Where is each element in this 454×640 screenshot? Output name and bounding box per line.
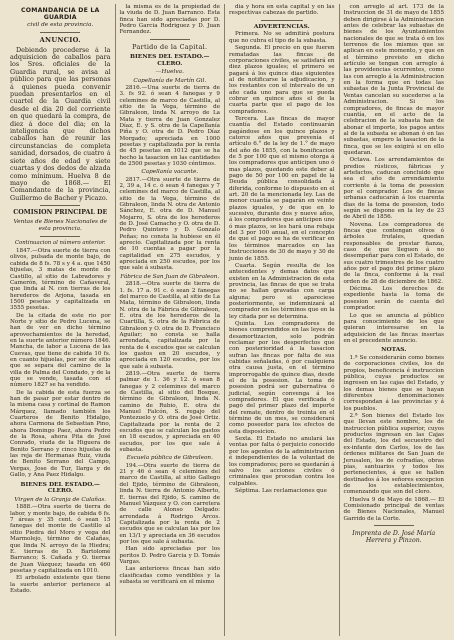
huelva-subheading: —Huelva. (155, 68, 184, 75)
lot-1847: 1847.—Otra suerte de tierra con olivos, pulsada de monte bajo, de cabida de 8 fs. 78 s y 4 a. que 1450 hijuelas, 3 matas de monte de Castillo, al sitio de Labradores y Camerón, término de Cañaveral, que linda al N. con tierras de los herederos de Arjona, tasada en 1500 pesetas y capitalizada en 3555 pesetas. (10, 248, 111, 312)
nota-1: 1.ª Se considerarán como bienes de corporaciones civiles, los de propios, beneficencia é instruccion pública, cuyas productos se ingresen en las cajas del Estado, y los demas bienes que se hayan diferentes denominaciones correspondan á las provincias y á los pueblos. (343, 355, 445, 412)
nota-2: 2.ª Son bienes del Estado los que llevan este nombre, los de instruccion pública superior, cuyos productos ingresan en las Cajas del Estado, los del secuestro del ex-infante don Carlos, los de las órdenes militares de San Juan de Jerusalen, los de cofradías, obras pías, santuarios y todos los pertenecientes, á que se hallen destinados á los señores excepcion de los establecimientos, comenzando que son del clero. (343, 413, 445, 496)
lot-paragraph: De la cabida de esta fuerza se han de pasar por estar dentro de la misma casa y cortinal de Ramon Márquez, llamado también los Cuarteros de Benito Hidalgo, ahora Carmona de Sebastian Pino, ahora Domingo Paez, ahora Pedro de la Rosa, ahora Pita de José Conrado, viuda de la Higuera de Benito Serrano y cinco hijuelas de las reja de Hermanas Ruiz, viuda de Benito Serrano del Campo, Vergas, Jose de Tur, Ilarga y de Gallo, y Ana Paez Hidalgo. (10, 389, 111, 479)
anuncio-title: ANUNCIO. (39, 36, 81, 45)
column-1 (6, 4, 115, 636)
subasta-note: Las anteriores fincas han sido clasificadas como vendibles y la subasta se verificará en el mismo (119, 566, 220, 585)
advertencia-10: Décima. Los derechos de expediente hasta la toma de posesion serán de cuenta del comprador. (343, 286, 445, 312)
advertencia-7: Séptima. Las reclamaciones que (235, 487, 327, 494)
partido-heading: Partido de la Capital. (132, 42, 208, 51)
column-2 (115, 4, 225, 636)
anuncio-text: Debiendo procederse á la adquisicion de caballos para los Sres. oficiales de la Guardia rural, se avisa al público para que las personas á quienes pueda convenir puedan presentarlos en el cuartel de la Guardia civil desde el dia 20 del corriente en que quedará la compra, de diez á doce del dia; en la inteligencia que dichos caballos han de reunir las circunstancias de completa sanidad, dorsados, de cuatro á siete años de edad y siete cuartas y dos dedos de alzada como mínimum. Huelva 8 de mayo de 1868.— El Comandante de la provincia, Guillermo de Bacher y Picazo. (10, 45, 111, 202)
bienes-clero-heading: BIENES DEL ESTADO.—CLERO. (130, 53, 210, 67)
column-3 (224, 4, 339, 636)
granja-subheading: Virgen de la Granja de Calañas. (14, 497, 107, 504)
comision-heading: COMISION PRINCIPAL DE (13, 209, 108, 217)
advertencia-1: Primera. No se admitirá postura que no cubra el tipo de la subasta. (229, 31, 335, 44)
capellania-martin-gil: Capellanía de Martín Gil. (133, 77, 207, 84)
lot-1888: 1888.—Otra suerte de tierra de labor, y monte bajo, de cabida 6 fs. 7 áreas y 35 cent. ó sean 15 fanegas del monte de Castillo al sitio Piedra del Moro y vega del Marmolejo, término de Calañas, que linda N. arroyo de la Hiedra; E. tierras de D. Bartolomé Barranco; S. Cañada y O. tierras de Juan Vázquez; tasada en 460 pesetas y capitalizada en 1010. (10, 504, 111, 574)
advertencia-7-cont: con arreglo al art. 173 de la Instruccion de 31 de mayo de 1855 deben dirigirse á la Administracion antes de celebrar las subastas de bienes de los Ayuntamientos nacionales de que se trata ó en los terrenos de los mismos que se aplican en este momento, y que en el término previsto en dicho artículo se tengan con arreglo á las providencias ocurrentes, como las con arreglo á la Administracion en la forma que en todas las subastas de la Junta Provincial de Ventas cancelan su sucederse a la Administracion. Si los compradores, de fincas de mayor cuantía, en el acto de la celebracion de la subasta han de abonar el importe, los pagos antes al de la subasta se abonan ó en las subastas, empero la tasacion de la finca, que se les exigirá si en ello quedaran. (343, 4, 445, 156)
divider (40, 236, 80, 237)
lot-2819: 2819.—Otra suerte de tierra palmar de 1. 36 y 12. ó sean 8 fanegas y 2 celemines del marco de Castilla, al sitio del Bosque, término de Gibraleon, linda N. camino de Rubio, E. otra de Manuel Falcón, S. regajo del Pontezuelo y O. otra de José Ortiz. Capitalizada por la renta de 2 escudos que se calculan los gastos en 18 escudos, y apreciada en 40 escudos, por los que sale á subasta. (119, 370, 220, 454)
escuela-heading: Escuela pública de Gibraleon. (126, 455, 213, 462)
columns (6, 4, 448, 636)
lot-2817: 2817.—Otra suerte de tierra de 2, 39 a, 14 c. ó sean 4 fanegas y 7 celemines del marco de Castilla, al sitio de la Vega, término de Gibraleon, linda N. otra de Antonio Sánchez, E. otra de D. Manuel Mojarro, S. otra de los herederos de D. José Camacho y O. otra de D. Pedro Quintero y D. Gonzalo Peñas; no consta la hubiese en él aprecio. Capitalizada por la renta de 10 cuentas a pagar por la capitalidad en 275 escudos, y apreciada en 250 escudos, por los que sale á subasta. (119, 176, 220, 272)
advertencia-4: Cuarta. Según resulta de los antecedentes y demas datos que existen en la Administracion de esta provincia, las fincas de que se trata no se hallan gravadas con carga alguna; pero si apareciese posteriormente, se indemnizará al comprador en los términos que en la ley citada por se determina. (229, 262, 335, 320)
advertencia-3: Tercera. Las fincas de mayor cuantía del Estado continuarán pagándose en los quince plazos y catorce años que prevenía el artículo 6.° de la ley de 1.° de mayo del año de 1855, con la bonificacion de 5 por 100 que el mismo otorga á los compradores que anticipen uno ó mas plazos, quedando este deber al pago de 50 por 100 en papel de la Deuda pública consolidada á diferida, conforme lo dispuesto en el art. 20 de la mencionada ley. Las de menor cuantía se pagarán en veinte plazos iguales, y de que en lo sucesivo, durante dos y nueve años, á los compradores que anticipen uno ó mas plazos, se les hará una rebaja del 3 por 100 anual, en el concepto de que el pago se ha de verificar en los términos marcados en las Instrucciones de 30 de mayo y 30 de junio de 1855. (229, 115, 335, 262)
comision-subheading: Ventas de Bienes Nacionales de esta provincia. (13, 219, 107, 233)
capellania-vacante: Capellanía vacante. (141, 169, 199, 176)
lot-paragraph: De la citada de este rio por Norte y sitio de Pedro Lucena, se han de ver en dicho término aprovechamientos de la heredad, en la suerte anterior número 1846. Mancha, de labor a Lucena de las Cuevas, que tiene de cabida 10 fs. en cuanto hijuelas, por ser de sitio que se separa del camino de la villa de Palma del Condado, y de la que se vende, tasada con el número 1827 se ha vendido. (10, 312, 111, 389)
advertencia-8: Octava. Los arrendamientos de predios rústicos, fábricas y artefactos, caducan concluido que sea el año de arrendamiento corriente á la toma de posesion por el comprador. Los de fincas urbanas caducarán á los cuarenta dias de la toma de posesion, todo según se dispone en la ley de 23 de Abril de 1856. (343, 157, 445, 221)
notas-heading: NOTAS. (381, 346, 407, 354)
guardia-subheading: civil de esta provincia. (27, 22, 94, 29)
bienes-clero-heading: BIENES DEL ESTADO.—CLERO. (20, 480, 100, 495)
divider (261, 20, 303, 21)
lot-194: 194.—Otra suerte de tierra de 21 y 46 ó sean 4 celemines del marco de Castilla, al sitio Gallego del Ejido, término de Gibraleon, linda N. tierra de Antonio Alberto, E. tierras del Ejido, S. camino de Manuel Vázquez y O. con carretera de calle Alonso Delgado: arrendada á Rodrigo Arcos. Capitalizada por la renta de 2 escudos que se calculan las por los en 13/1 y apreciada en 36 escudos por los que sale á subasta. (119, 462, 220, 545)
column-4 (339, 4, 449, 636)
divider (150, 39, 190, 40)
divider (40, 205, 80, 206)
divider (40, 32, 80, 33)
advertencias-heading: ADVERTENCIAS. (253, 22, 310, 30)
arbolado-note: El arbolado existente que tiene la suerte anterior pertenece al Estado. (10, 575, 111, 594)
continuation-note: Continuacion al número anterior. (14, 239, 106, 246)
continuation-text: dia y hora en esta capital y en las respectivas cabezas de partido. (229, 4, 335, 17)
lot-2816: 2816.—Una suerte de tierra de 3. fs 92. ó sean 4 fanegas y 9 celemines de marco de Castilla, al sitio de la Vega, término de Gibraleon, linda N. arroyo de La Mata y tierra de Juan Gonzalez Díaz, E. y S. otra de la Capellanía Piña y O. otra de D. Pedro Díaz Morgado; apreciada en 1000 pesetas y capitalizada por la renta de 45 pesetas en 1012 que se ha hecho la tasacion en las cantidades de 2500 pesetas y 1030 céntimos. (119, 84, 220, 167)
advertencia-5: Quinta. Los compradores de bienes comprendidos en las leyes de desamortizacion, solo podrán reclamar por los desperfectos que con posterioridad á la tasacion sufran las fincas por falta de sus cabidas señaladas, ó por cualquiera otra causa justa, en el término improrrogable de quince dias, desde el de la posesion. La toma de posesion podrá ser gubernativa ó judicial, según convenga á los compradores. El que verificada ó pagó del primer plazo del importe del remate, dentro de treinta en el término de un mes, se considerará como poseedor para los efectos de esta disposicion. (229, 320, 335, 435)
divider (374, 525, 414, 526)
advertencia-2: Segunda. El precio en que fueren rematadas las fincas de corporaciones civiles, se satisfará en diez plazos iguales; el primero se pagará á los quince dias siguientes al de notificarse la adjudicacion, y los restantes con el intervalo de un año cada uno para que se pueda cobrar en quince años el de la cuarta parte que el pago de los compradores. (229, 45, 335, 115)
imprint-line: Imprenta de D. José María Herrera y Pinzon. (352, 529, 436, 544)
signature-block: Huelva 9 de Mayo de 1868.— El Comisionado principal de ventas de Bienes Nacionales, Manuel Garrido de la Corte. (343, 496, 445, 522)
anuncio-publico: Lo que se anuncia al público para conocimiento de los que quieran interesarse en la adquisicion de las fincas insertas en el precedente anuncio. (343, 312, 445, 344)
advertencia-6: Sexta. El Estado no anulará las ventas por falta ó perjuicio conocido por los agentes de la administracion é independientes de la voluntad de los compradores; pero se quedarán á salvo los acciones civiles ó criminales que procedan contra los culpables. (229, 436, 335, 487)
guardia-heading: COMANDANCIA DE LA GUARDIA (21, 7, 100, 22)
fabrica-heading: Fábrica de San Juan de Gibraleon. (120, 273, 220, 280)
lot-2818: 2818.—Otra suerte de tierra de 1. fs. 17 a. 91 c. ó sean 2 fanegas del marco de Castilla, al sitio de La Mata, término de Gibraleon, linda N. otra de la Fábrica de Gibraleon, E. otra de los herederos de la Cuartilla, S. otra de la Fábrica de Gibraleon y O. otra de D. Francisco Aguilar; no consta se halla arrendada, capitalizada por la renta de 4 escudos que se calculan los gastos en 20 escudos, y apreciada en 120 escudos, por los que sale á subasta. (119, 281, 220, 370)
continuation-text: la misma es de la propiedad de la viuda de D. Juan Barranco. Esta finca han sido apreciadas por D. Pedro Garcia Rodriguez y D. Juan Fernandez. (119, 4, 220, 36)
advertencia-9: Novena. Los compradores de fincas que contengan olivos ó árboles frutales, quedan responsables de prestar fianza, caso de que lleguen á no desempeñar para con el Estado, de sus cuatro trimestres de los cuatro años por el pago del primer plazo de la finca, conforme á la real orden de 28 de diciembre de 1862. (343, 221, 445, 285)
peritos-note: Han sido apreciadas por los peritos D. Pedro Garcia y D. Tomás Vargas. (119, 546, 220, 565)
